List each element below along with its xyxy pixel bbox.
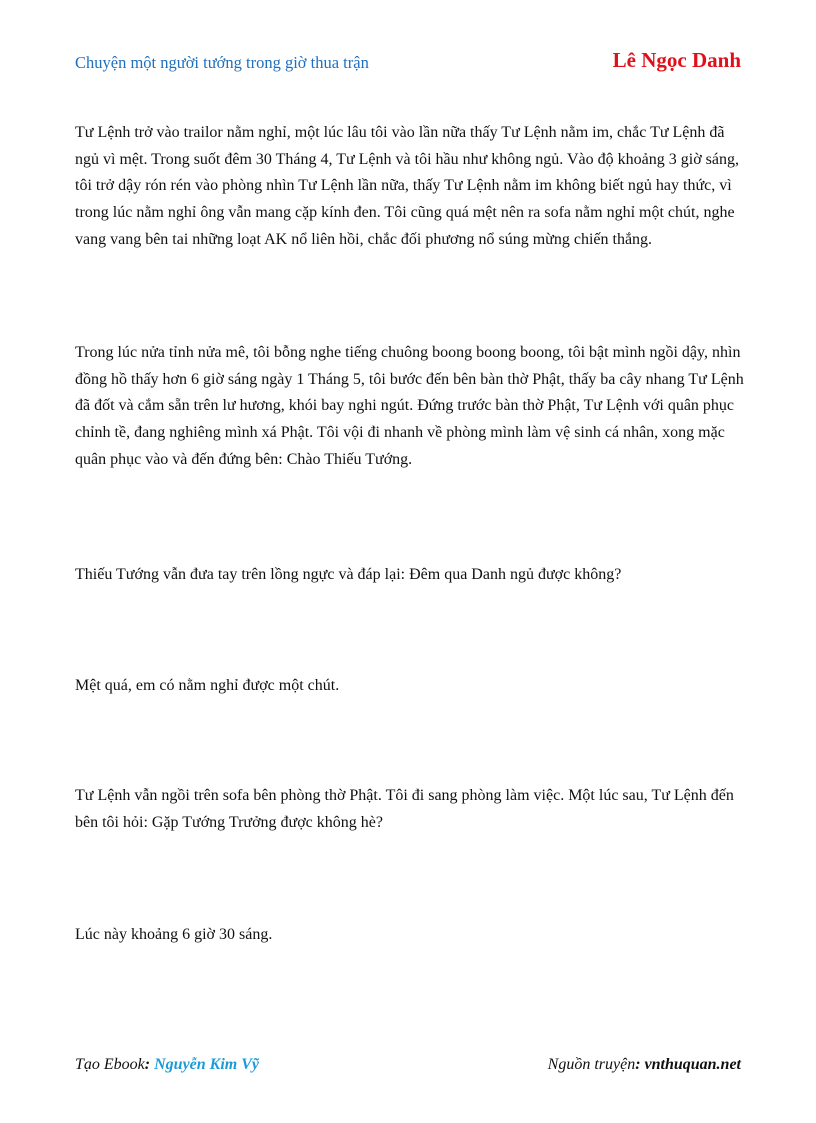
ebook-creator: Nguyễn Kim Vỹ [154,1056,259,1073]
paragraph: Tư Lệnh vẫn ngồi trên sofa bên phòng thờ Phật. Tôi đi sang phòng làm việc. Một lúc sau, Tư Lệnh đến bên tôi hỏi: Gặp Tướng Trưởng được không hè? [75,787,734,831]
paragraph: Lúc này khoảng 6 giờ 30 sáng. [75,926,273,943]
paragraph: Tư Lệnh trở vào trailor nằm nghỉ, một lúc lâu tôi vào lần nữa thấy Tư Lệnh nằm im, chắc Tư Lệnh đã ngủ vì mệt. Trong suốt đêm 30 Tháng 4, Tư Lệnh và tôi hầu như không ngủ. Vào độ khoảng 3 giờ sáng, tôi trở dậy rón rén vào phòng nhìn Tư Lệnh lần nữa, thấy Tư Lệnh nằm im không biết ngủ hay thức, vì trong lúc nằm nghỉ ông vẫn mang cặp kính đen. Tôi cũng quá mệt nên ra sofa nằm nghỉ một chút, nghe vang vang bên tai những loạt AK nổ liên hồi, chắc đối phương nổ súng mừng chiến thắng. [75,124,739,248]
page-header [75,48,741,78]
paragraph: Mệt quá, em có nằm nghỉ được một chút. [75,677,340,694]
page-footer [75,1056,741,1080]
book-title: Chuyện một người tướng trong giờ thua trận [75,53,369,72]
author-name: Lê Ngọc Danh [612,48,741,72]
source-credit: Nguồn truyện: vnthuquan.net [547,1056,741,1073]
ebook-credit: Tạo Ebook: Nguyễn Kim Vỹ [75,1056,259,1073]
source-label: Nguồn truyện [547,1056,636,1073]
source-site: vnthuquan.net [644,1056,741,1073]
ebook-label: Tạo Ebook [75,1056,145,1073]
paragraph: Thiếu Tướng vẫn đưa tay trên lồng ngực và đáp lại: Đêm qua Danh ngủ được không? [75,566,622,583]
paragraph: Trong lúc nửa tỉnh nửa mê, tôi bỗng nghe tiếng chuông boong boong boong, tôi bật mình ngồi dậy, nhìn đồng hồ thấy hơn 6 giờ sáng ngày 1 Tháng 5, tôi bước đến bên bàn thờ Phật, thấy ba cây nhang Tư Lệnh đã đốt và cắm sẵn trên lư hương, khói bay nghi ngút. Đứng trước bàn thờ Phật, Tư Lệnh với quân phục chỉnh tề, đang nghiêng mình xá Phật. Tôi vội đi nhanh về phòng mình làm vệ sinh cá nhân, xong mặc quân phục vào và đến đứng bên: Chào Thiếu Tướng. [75,344,744,468]
